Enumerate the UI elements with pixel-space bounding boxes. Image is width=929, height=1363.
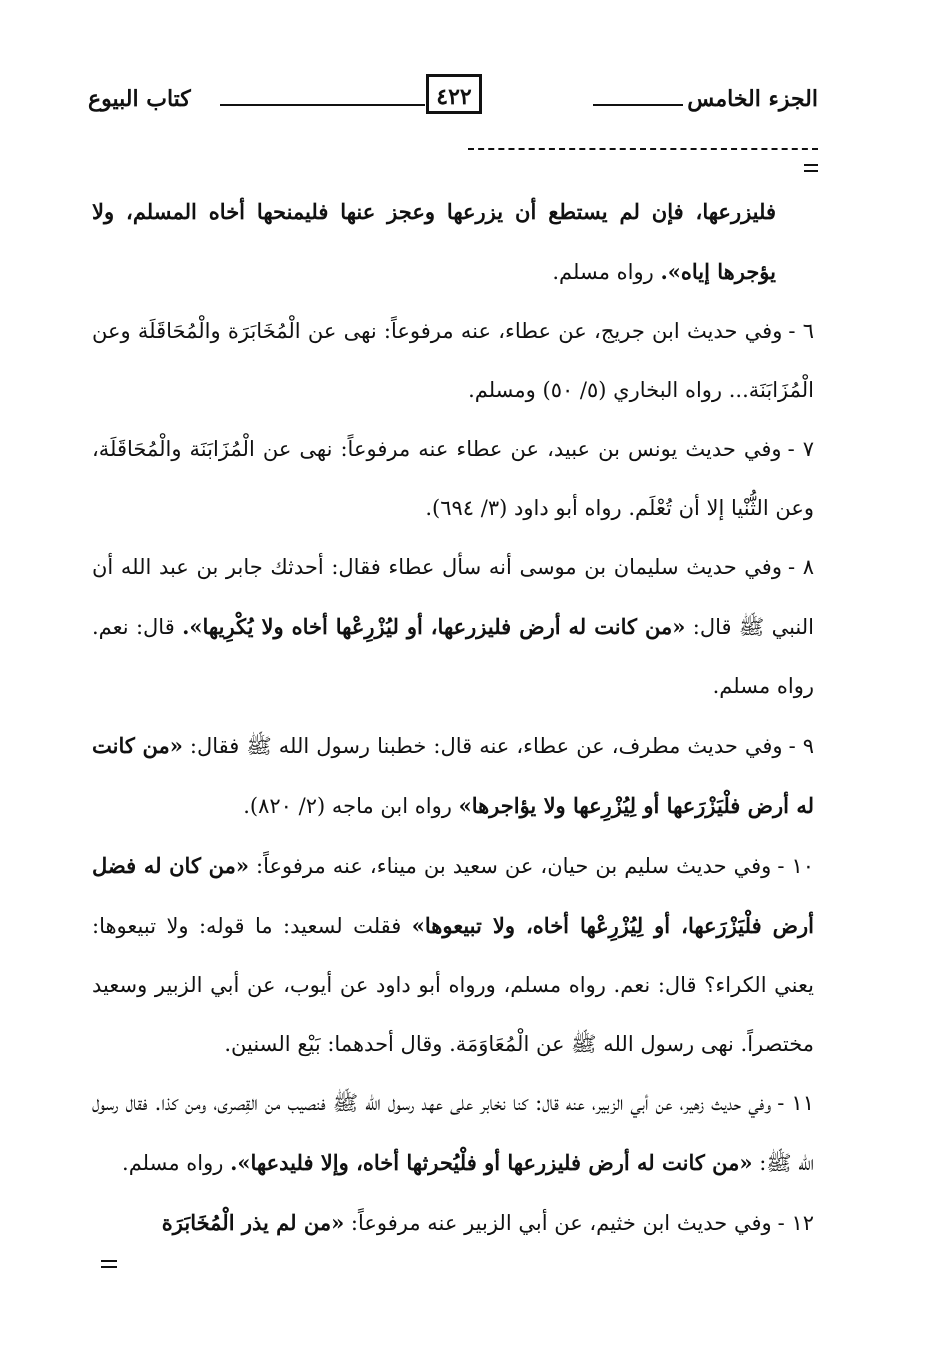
page-body: [92, 182, 814, 1253]
book-title: كتاب البيوع: [88, 86, 191, 112]
paragraph-text-end: رواه مسلم.: [122, 1151, 231, 1175]
paragraph-9: [92, 716, 814, 836]
paragraph-8: [92, 538, 814, 716]
paragraph-number: ١٠ -: [777, 854, 814, 878]
hadith-quote: «من كانت له أرض فليزرعها، أو ليُزْرِعْها أخاه ولا يُكْرِيها».: [182, 614, 686, 639]
paragraph-text: وفي حديث ابن خثيم، عن أبي الزبير عنه مرفوعاً:: [344, 1211, 772, 1235]
paragraph-text: وفي حديث يونس بن عبيد، عن عطاء عنه مرفوعاً: نهى عن الْمُزَابَنَة والْمُحَاقَلَة، وعن الثُّنْيا إلا أن تُعْلَم. رواه أبو داود (٣/ ٦٩٤).: [92, 437, 814, 520]
paragraph-text: وفي حديث سليمان بن موسى أنه سأل عطاء فقال: أحدثك جابر بن عبد الله أن النبي ﷺ قال:: [92, 555, 814, 639]
paragraph-text: وفي حديث مطرف، عن عطاء، عنه قال: خطبنا رسول الله ﷺ فقال:: [182, 734, 783, 758]
paragraph-text-end: قال: نعم. رواه مسلم.: [92, 615, 814, 698]
part-label: الجزء الخامس: [687, 86, 818, 112]
continuation-mark: [101, 1260, 117, 1272]
header-mark: [804, 164, 818, 166]
header-rule-left: [220, 104, 425, 106]
hadith-quote: «من كان له فضل أرض فلْيَزْرَعها، أو لِيُزْرِعْها أخاه، ولا تبيعوها»: [92, 853, 814, 938]
paragraph-text: وفي حديث ابن جريج، عن عطاء، عنه مرفوعاً: نهى عن الْمُخَابَرَة والْمُحَاقَلَة وعن الْمُزَابَنَة... رواه البخاري (٥/ ٥٠) ومسلم.: [92, 319, 814, 402]
paragraph-7: [92, 420, 814, 538]
header-rule-right: [593, 104, 683, 106]
paragraph-number: ٦ -: [788, 319, 814, 343]
paragraph-text: وفي حديث زهير، عن أبي الزبير، عنه قال: كنا نخابر على عهد رسول الله ﷺ فنصيب من القِصرى، ومن كذا. فقال رسول الله ﷺ:: [92, 1091, 814, 1175]
hadith-quote: فليزرعها، فإن لم يستطع أن يزرعها وعجز عنها فليمنحها أخاه المسلم، ولا يؤجرها إياه».: [92, 199, 776, 284]
paragraph-number: ٩ -: [788, 734, 814, 758]
header-mark-lower: [804, 170, 818, 172]
paragraph-continued: [92, 182, 814, 302]
paragraph-6: [92, 302, 814, 420]
paragraph-number: ١٢ -: [777, 1211, 814, 1235]
paragraph-number: ٧ -: [787, 437, 814, 461]
paragraph-text-end: رواه ابن ماجه (٢/ ٨٢٠).: [243, 794, 459, 818]
paragraph-text-end: فقلت لسعيد: ما قوله: ولا تبيعوها: يعني الكراء؟ قال: نعم. رواه مسلم، ورواه أبو داود عن أيوب، عن أبي الزبير وسعيد مختصراً. نهى رسول الله ﷺ عن الْمُعَاوَمَة. وقال أحدهما: بَيْع السنين.: [92, 914, 814, 1056]
page-header: [88, 72, 818, 132]
paragraph-10: [92, 836, 814, 1074]
hadith-quote: «من كانت له أرض فليزرعها أو فلْيُحرثها أخاه، وإلا فليدعها».: [230, 1150, 753, 1175]
page-number: ٤٢٢: [426, 74, 482, 114]
paragraph-number: ٨ -: [787, 555, 814, 579]
hadith-quote: «من كانت له أرض فلْيَزْرَعها أو لِيُزْرِعها ولا يؤاجرها»: [92, 733, 814, 818]
hadith-quote: «من لم يذر الْمُخَابَرَة: [161, 1210, 345, 1235]
paragraph-number: ١١ -: [777, 1091, 814, 1115]
paragraph-11: [92, 1074, 814, 1193]
paragraph-12: [92, 1193, 814, 1253]
paragraph-text: رواه مسلم.: [552, 260, 661, 284]
paragraph-text: وفي حديث سليم بن حيان، عن سعيد بن ميناء، عنه مرفوعاً:: [248, 854, 772, 878]
header-dashed-rule: [468, 148, 818, 150]
